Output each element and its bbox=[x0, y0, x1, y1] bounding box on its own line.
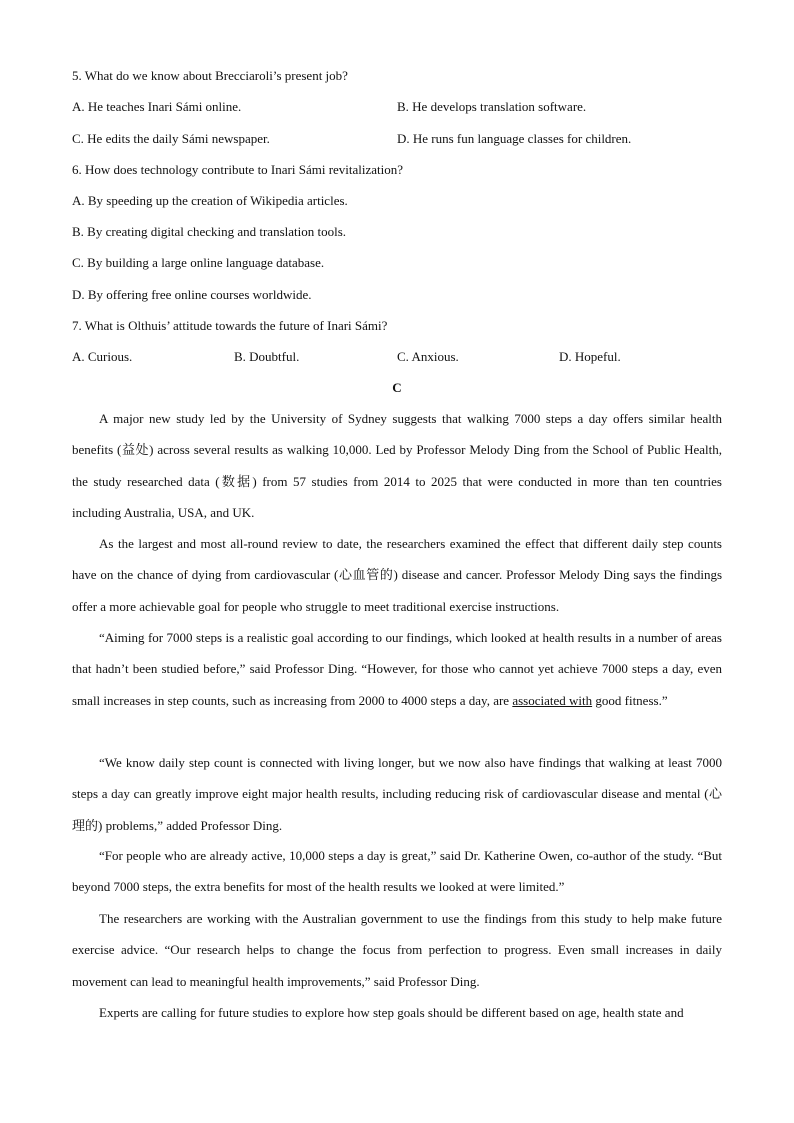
question-6-stem: 6. How does technology contribute to Inari Sámi revitalization? bbox=[72, 162, 404, 177]
question-7-option-c: C. Anxious. bbox=[397, 349, 459, 364]
passage-paragraph-2: As the largest and most all-round review to date, the researchers examined the effect that different daily step counts have on the chance of dying from cardiovascular (心血管的) disease and cancer. Professor Melody Ding says the findings offer a more achievable goal for people who struggle to meet traditional exercise instructions. bbox=[72, 536, 722, 614]
question-5-option-b: B. He develops translation software. bbox=[397, 99, 587, 114]
question-7-option-b: B. Doubtful. bbox=[234, 349, 300, 364]
question-6-option-d: D. By offering free online courses worldwide. bbox=[72, 287, 312, 302]
passage-paragraph-4: “We know daily step count is connected with living longer, but we now also have findings that walking at least 7000 steps a day can greatly improve eight major health results, including reducing risk of cardiovascular disease and mental (心理的) problems,” added Professor Ding. bbox=[72, 755, 722, 833]
question-5-option-d: D. He runs fun language classes for children. bbox=[397, 131, 632, 146]
passage-paragraph-7: Experts are calling for future studies to explore how step goals should be different based on age, health state and bbox=[99, 1005, 684, 1020]
passage-paragraph-6: The researchers are working with the Australian government to use the findings from this study to help make future exercise advice. “Our research helps to change the focus from perfection to progress. Even small increases in daily movement can lead to meaningful health improvements,” said Professor Ding. bbox=[72, 911, 722, 989]
question-7-option-d: D. Hopeful. bbox=[559, 349, 621, 364]
question-5-option-c: C. He edits the daily Sámi newspaper. bbox=[72, 131, 270, 146]
paragraph-3-ending: good fitness.” bbox=[592, 692, 668, 708]
passage-paragraph-3 bbox=[72, 622, 722, 716]
passage-paragraph-5: “For people who are already active, 10,000 steps a day is great,” said Dr. Katherine Owen, co-author of the study. “But beyond 7000 steps, the extra benefits for most of the health results we looked at were limited.” bbox=[72, 848, 722, 895]
question-7-option-a: A. Curious. bbox=[72, 349, 133, 364]
question-6-option-c: C. By building a large online language database. bbox=[72, 255, 325, 270]
underlined-phrase: associated with bbox=[512, 692, 593, 708]
paragraph-3-text: “Aiming for 7000 steps is a realistic goal according to our findings, which looked at health results in a number of areas that hadn’t been studied before,” said Professor Ding. “However, for those who cannot yet achieve 7000 steps a day, even small increases in step counts, such as increasing from 2000 to 4000 steps a day, are bbox=[72, 630, 722, 708]
passage-paragraph-1: A major new study led by the University of Sydney suggests that walking 7000 steps a day offers similar health benefits (益处) across several results as walking 10,000. Led by Professor Melody Ding from the School of Public Health, the study researched data (数据) from 57 studies from 2014 to 2025 that were conducted in more than ten countries including Australia, USA, and UK. bbox=[72, 411, 722, 520]
question-6-option-a: A. By speeding up the creation of Wikipedia articles. bbox=[72, 193, 348, 208]
question-5-option-a: A. He teaches Inari Sámi online. bbox=[72, 99, 242, 114]
question-6-option-b: B. By creating digital checking and translation tools. bbox=[72, 224, 347, 239]
question-7-stem: 7. What is Olthuis’ attitude towards the future of Inari Sámi? bbox=[72, 318, 388, 333]
section-heading: C bbox=[392, 380, 402, 395]
question-5-stem: 5. What do we know about Brecciaroli’s present job? bbox=[72, 68, 348, 83]
